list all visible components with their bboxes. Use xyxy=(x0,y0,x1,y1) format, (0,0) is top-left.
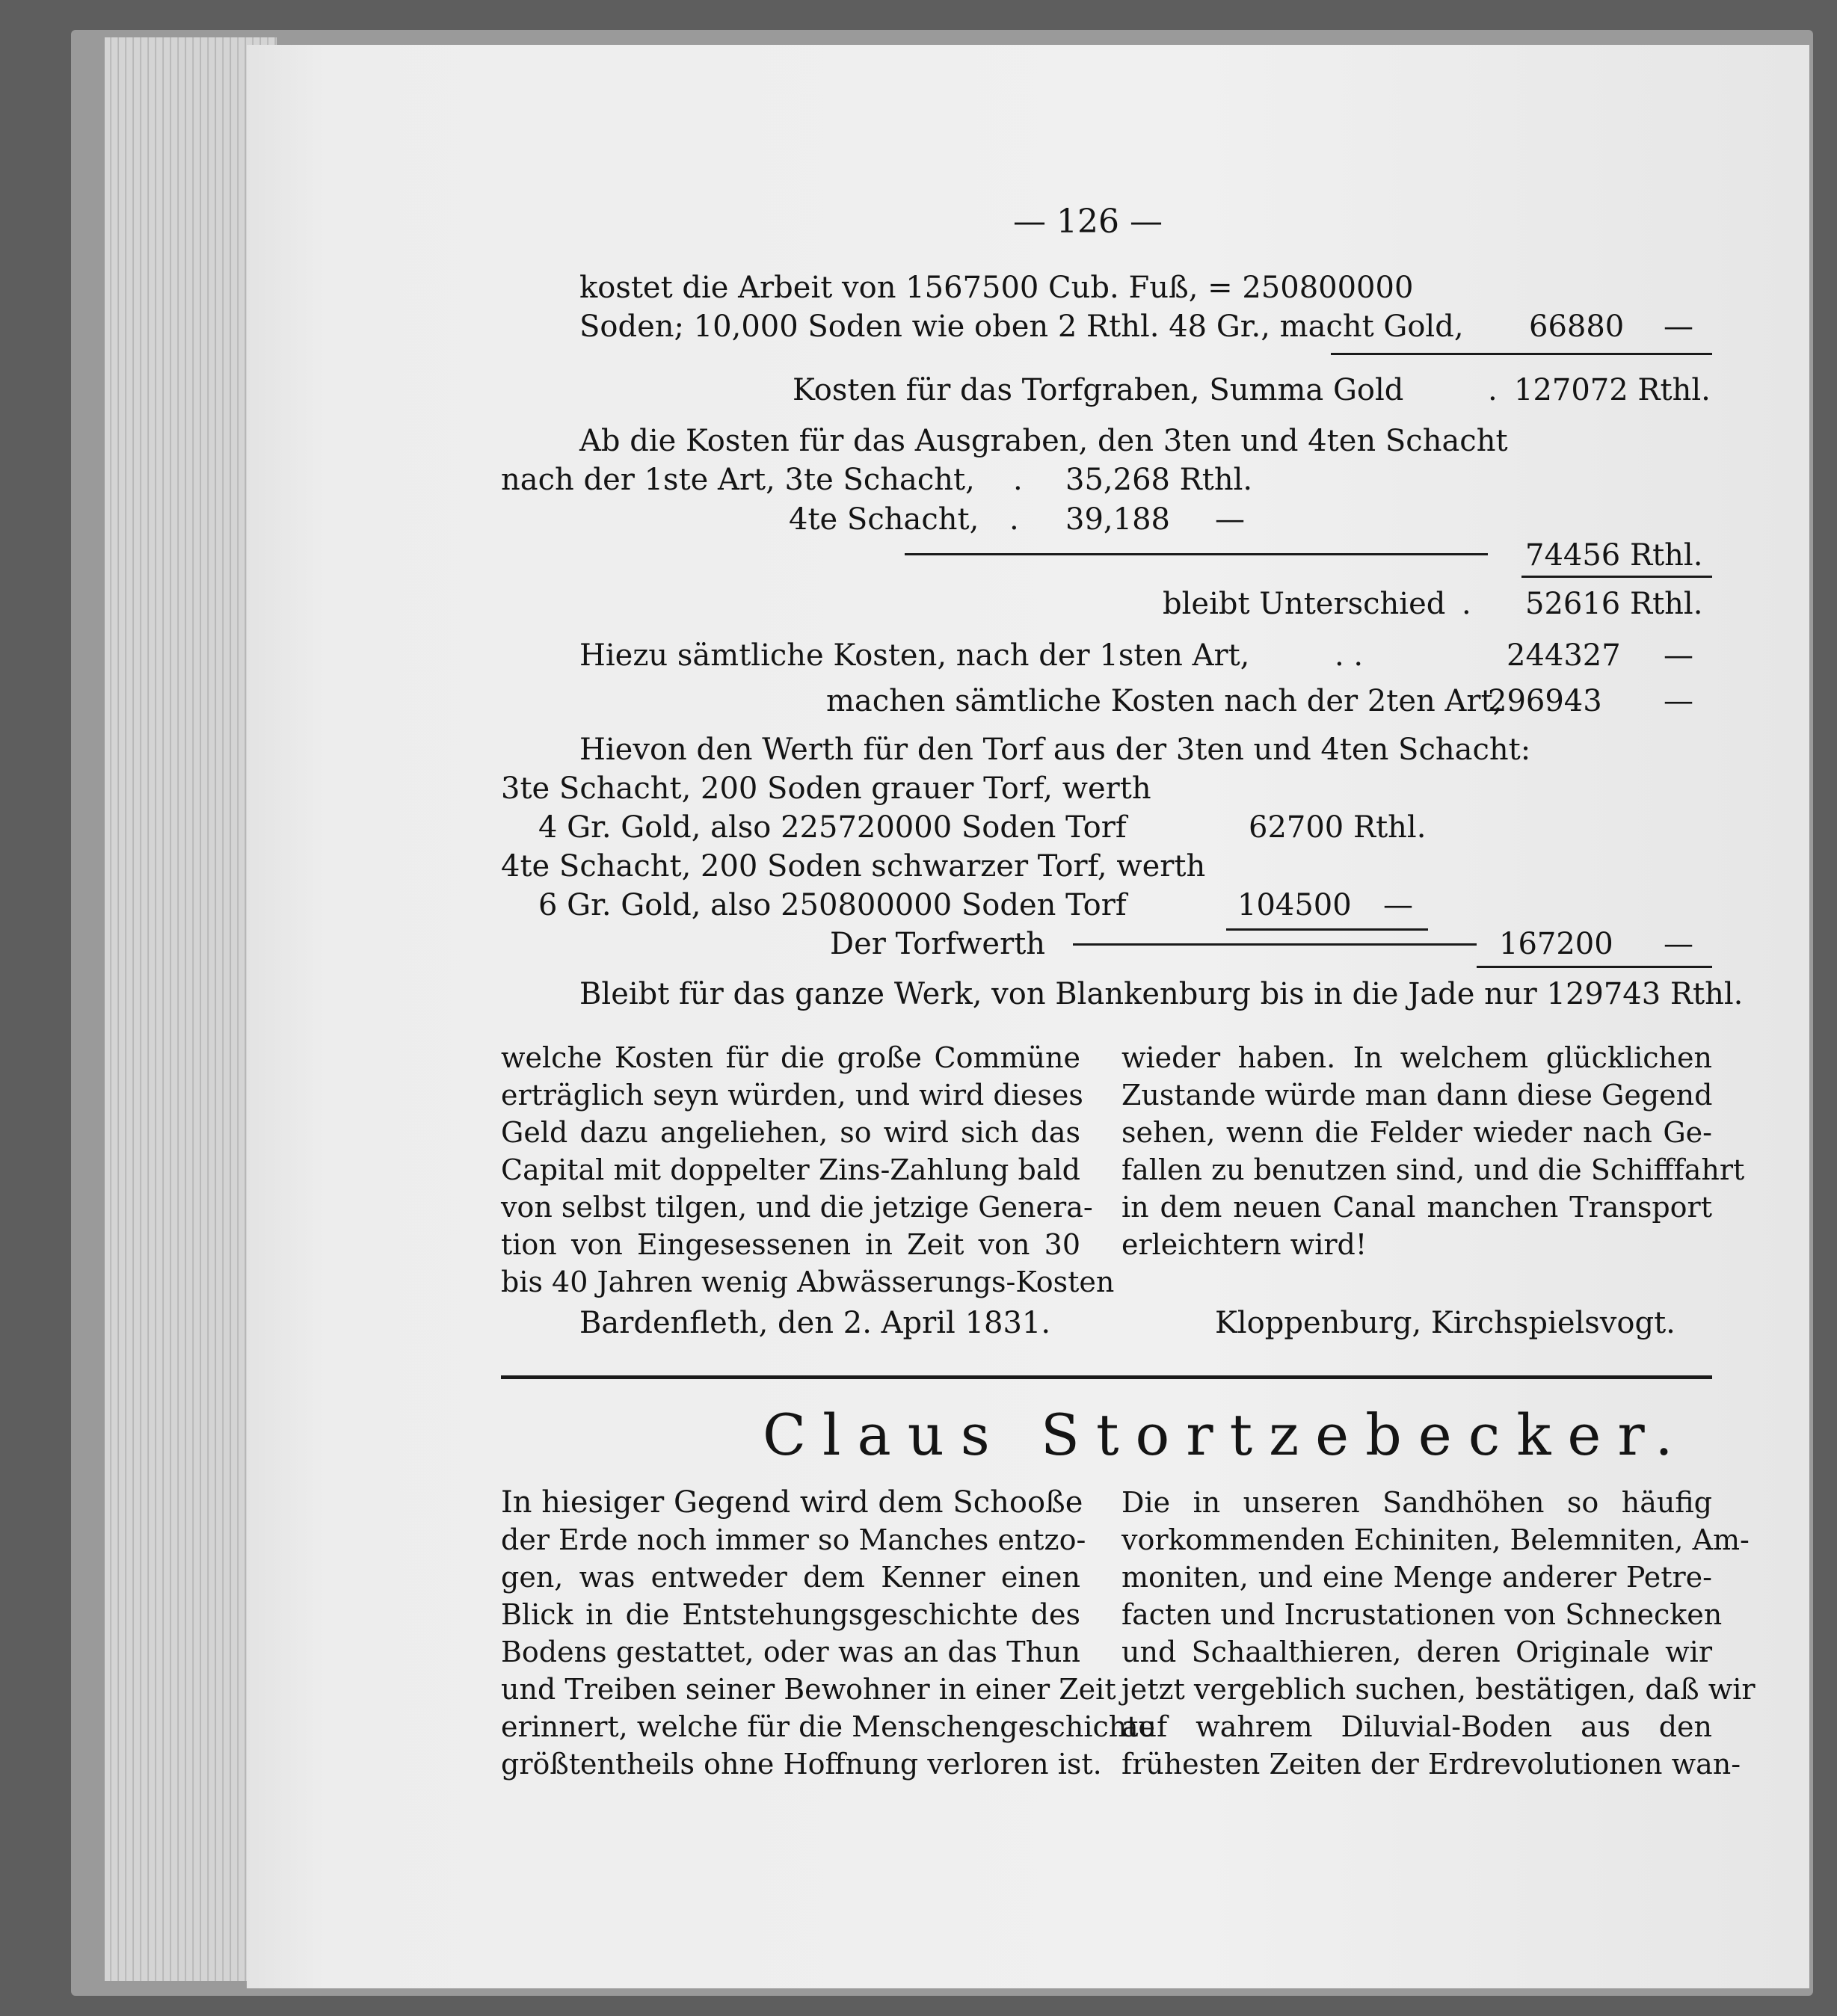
text-line: bis 40 Jahren wenig Abwässerungs-Kosten xyxy=(501,1266,1115,1298)
text-line: welche Kosten für die große Commüne xyxy=(501,1041,1080,1074)
text-line: fallen zu benutzen sind, und die Schifffahrt xyxy=(1121,1153,1745,1186)
calc-line-8-value: 52616 Rthl. xyxy=(1525,587,1703,621)
text-line: von selbst tilgen, und die jetzige Genera- xyxy=(501,1191,1093,1224)
signature-name: Kloppenburg, Kirchspielsvogt. xyxy=(1215,1306,1676,1340)
text-line: vorkommenden Echiniten, Belemniten, Am- xyxy=(1121,1523,1750,1556)
text-line: sehen, wenn die Felder wieder nach Ge- xyxy=(1121,1116,1712,1149)
calc-line-9-text: Hiezu sämtliche Kosten, nach der 1sten Art, xyxy=(579,638,1250,673)
calc-line-16-value: 167200 xyxy=(1499,927,1613,961)
calc-line-15-value: 104500 xyxy=(1237,888,1352,922)
text-line: Bodens gestattet, oder was an das Thun xyxy=(501,1636,1080,1668)
text-line: der Erde noch immer so Manches entzo- xyxy=(501,1523,1086,1556)
article-right-column xyxy=(1121,1484,1756,1783)
section-divider-rule xyxy=(501,1375,1712,1379)
calc-line-6-text: 4te Schacht, xyxy=(789,502,979,537)
text-line: wieder haben. In welchem glücklichen xyxy=(1121,1041,1712,1074)
closing-left-column xyxy=(501,1039,1115,1301)
text-line: tion von Eingesessenen in Zeit von 30 xyxy=(501,1228,1080,1261)
calc-line-2-value: 66880 xyxy=(1529,309,1625,344)
calc-line-16-dash: — xyxy=(1664,927,1693,961)
text-line: facten und Incrustationen von Schnecken xyxy=(1121,1598,1723,1631)
calc-line-8-text: bleibt Unterschied xyxy=(1163,587,1446,621)
calc-line-6-dash: — xyxy=(1215,502,1245,537)
text-line: moniten, und eine Menge anderer Petre- xyxy=(1121,1561,1712,1594)
sum-rule-1 xyxy=(1331,353,1712,355)
sum-rule-5 xyxy=(1477,966,1712,968)
calc-line-17: Bleibt für das ganze Werk, von Blankenburg bis in die Jade nur 129743 Rthl. xyxy=(579,977,1744,1011)
text-line: Capital mit doppelter Zins-Zahlung bald xyxy=(501,1153,1080,1186)
sum-rule-3 xyxy=(1521,576,1712,578)
calc-line-6-dot: . xyxy=(1009,502,1019,537)
sum-rule-4 xyxy=(1226,928,1428,931)
calc-line-3-text: Kosten für das Torfgraben, Summa Gold xyxy=(793,373,1404,407)
calc-line-6-value: 39,188 xyxy=(1065,502,1170,537)
text-line: frühesten Zeiten der Erdrevolutionen wan- xyxy=(1121,1748,1741,1781)
calc-line-9-value: 244327 xyxy=(1507,638,1621,673)
text-line: größtentheils ohne Hoffnung verloren ist. xyxy=(501,1748,1102,1781)
sum-rule-2 xyxy=(905,553,1488,555)
calc-line-3-value: 127072 Rthl. xyxy=(1514,373,1711,407)
closing-right-column xyxy=(1121,1039,1745,1263)
text-line: erinnert, welche für die Menschengeschichte xyxy=(501,1710,1155,1743)
calc-line-10-text: machen sämtliche Kosten nach der 2ten Art, xyxy=(826,684,1503,718)
text-line: Zustande würde man dann diese Gegend xyxy=(1121,1079,1713,1112)
text-line: auf wahrem Diluvial-Boden aus den xyxy=(1121,1710,1712,1743)
calc-line-13-value: 62700 Rthl. xyxy=(1249,810,1427,845)
signature-place-date: Bardenfleth, den 2. April 1831. xyxy=(579,1306,1051,1340)
article-left-column xyxy=(501,1484,1155,1783)
calc-line-10-value: 296943 xyxy=(1488,684,1602,718)
calc-line-9-dots: . . xyxy=(1335,638,1364,673)
calc-line-11: Hievon den Werth für den Torf aus der 3ten und 4ten Schacht: xyxy=(579,733,1531,767)
calc-line-5-text: nach der 1ste Art, 3te Schacht, xyxy=(501,463,975,497)
text-line: in dem neuen Canal manchen Transport xyxy=(1121,1191,1712,1224)
page-number: — 126 — xyxy=(1013,203,1163,241)
text-line: und Treiben seiner Bewohner in einer Zeit xyxy=(501,1673,1116,1706)
calc-line-5-dot: . xyxy=(1013,463,1023,497)
text-line: gen, was entweder dem Kenner einen xyxy=(501,1561,1080,1594)
torfwerth-leader-rule xyxy=(1073,943,1477,946)
calc-line-8-dot: . xyxy=(1462,587,1471,621)
calc-line-5-value: 35,268 Rthl. xyxy=(1065,463,1253,497)
calc-line-15-text: 6 Gr. Gold, also 250800000 Soden Torf xyxy=(538,888,1127,922)
calc-line-7-value: 74456 Rthl. xyxy=(1525,538,1703,573)
calc-line-4: Ab die Kosten für das Ausgraben, den 3ten und 4ten Schacht xyxy=(579,424,1508,458)
text-line: und Schaalthieren, deren Originale wir xyxy=(1121,1636,1712,1668)
calc-line-15-dash: — xyxy=(1383,888,1413,922)
calc-line-3-dot: . xyxy=(1488,373,1498,407)
text-line: jetzt vergeblich suchen, bestätigen, daß wir xyxy=(1121,1673,1756,1706)
article-title: Claus Stortzebecker. xyxy=(763,1402,1690,1468)
calc-line-14: 4te Schacht, 200 Soden schwarzer Torf, werth xyxy=(501,849,1206,884)
calc-line-13-text: 4 Gr. Gold, also 225720000 Soden Torf xyxy=(538,810,1127,845)
calc-line-16-text: Der Torfwerth xyxy=(830,927,1046,961)
text-line: Blick in die Entstehungsgeschichte des xyxy=(501,1598,1080,1631)
calc-line-10-dash: — xyxy=(1664,684,1693,718)
calc-line-2-dash: — xyxy=(1664,309,1693,344)
calc-line-9-dash: — xyxy=(1664,638,1693,673)
text-line: erleichtern wird! xyxy=(1121,1228,1367,1261)
text-line: Geld dazu angeliehen, so wird sich das xyxy=(501,1116,1080,1149)
text-line: Die in unseren Sandhöhen so häufig xyxy=(1121,1486,1712,1519)
text-line: In hiesiger Gegend wird dem Schooße xyxy=(501,1485,1083,1520)
calc-line-2-text: Soden; 10,000 Soden wie oben 2 Rthl. 48 Gr., macht Gold, xyxy=(579,309,1464,344)
calc-line-1: kostet die Arbeit von 1567500 Cub. Fuß, = 250800000 xyxy=(579,271,1414,305)
text-line: erträglich seyn würden, und wird dieses xyxy=(501,1079,1083,1112)
calc-line-12: 3te Schacht, 200 Soden grauer Torf, werth xyxy=(501,771,1151,806)
